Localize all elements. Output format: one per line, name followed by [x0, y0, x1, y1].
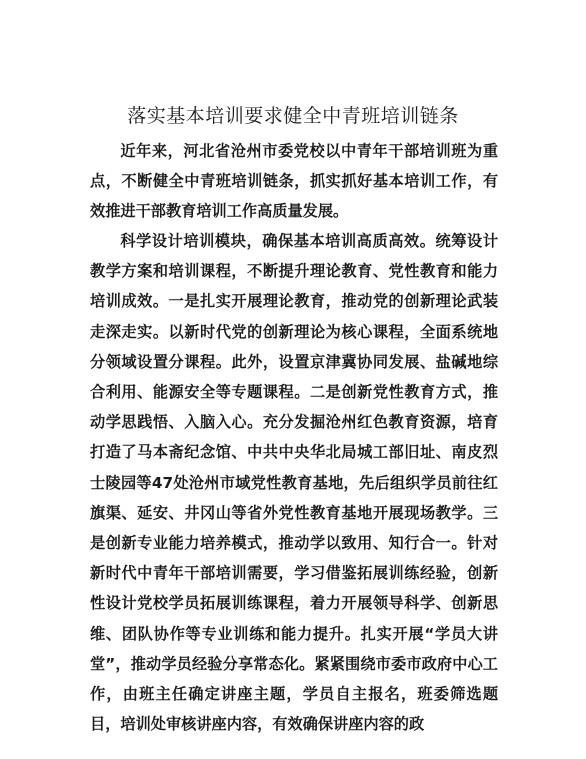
- document-title: 落实基本培训要求健全中青班培训链条: [127, 105, 459, 127]
- paragraph-training-modules: 科学设计培训模块，确保基本培训高质高效。统筹设计教学方案和培训课程，不断提升理论教育、党性教育和能力培训成效。一是扎实开展理论教育，推动党的创新理论武装走深走实。以新时代党的创新理论为核心课程，全面系统地分领域设置分课程。此外，设置京津冀协同发展、盐碱地综合利用、能源安全等专题课程。二是创新党性教育方式，推动学思践悟、入脑入心。充分发掘沧州红色教育资源，培育打造了马本斋纪念馆、中共中央华北局城工部旧址、南皮烈士陵园等47处沧州市域党性教育基地，先后组织学员前往红旗渠、延安、井冈山等省外党性教育基地开展现场教学。三是创新专业能力培养模式，推动学以致用、知行合一。针对新时代中青年干部培训需要，学习借鉴拓展训练经验，创新性设计党校学员拓展训练课程，着力开展领导科学、创新思维、团队协作等专业训练和能力提升。扎实开展“学员大讲堂”，推动学员经验分享常态化。紧紧围绕市委市政府中心工作，由班主任确定讲座主题，学员自主报名，班委筛选题目，培训处审核讲座内容，有效确保讲座内容的政: [90, 232, 498, 734]
- paragraph-intro: 近年来，河北省沧州市委党校以中青年干部培训班为重点，不断健全中青班培训链条，抓实抓好基本培训工作，有效推进干部教育培训工作高质量发展。: [90, 142, 498, 221]
